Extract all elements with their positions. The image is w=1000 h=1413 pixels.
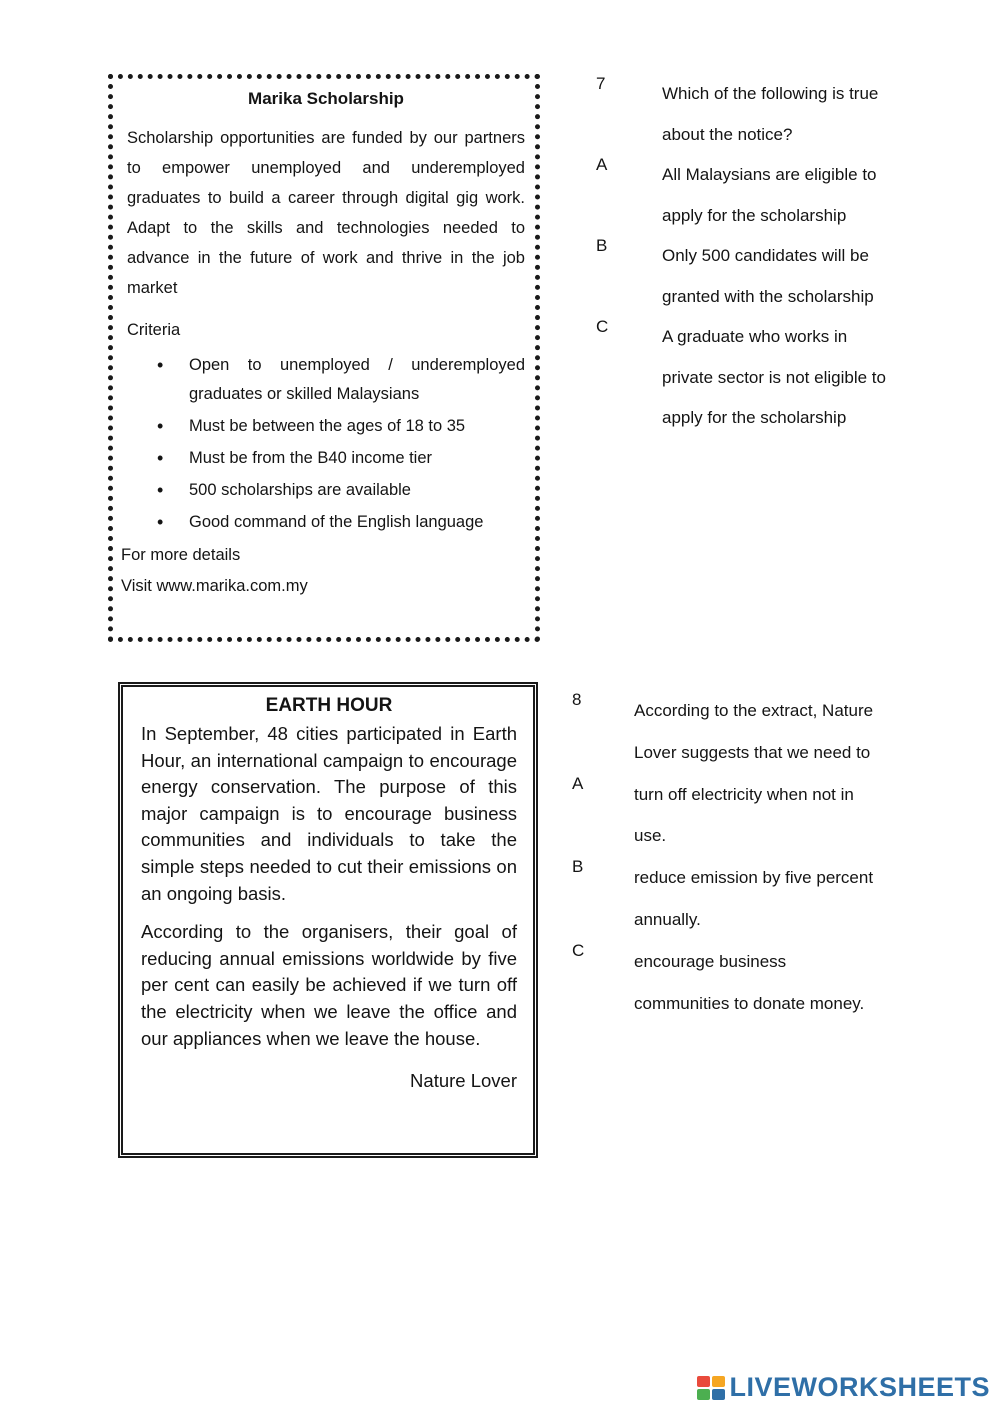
notice-footer-url: Visit www.marika.com.my <box>121 577 308 595</box>
question-number: 7 <box>596 74 606 93</box>
option-text: Only 500 candidates will be granted with the scholarship <box>662 246 874 306</box>
notice-body: Scholarship opportunities are funded by our partners to empower unemployed and underemployed graduates to build a career through digital gig work. Adapt to the skills and technologies needed to advance in the future of work and thrive in the job market <box>127 129 525 297</box>
scholarship-notice <box>108 74 540 642</box>
option-key: C <box>596 317 609 336</box>
option-c[interactable] <box>596 317 896 439</box>
earth-hour-extract <box>118 682 538 1158</box>
liveworksheets-brand <box>697 1372 990 1403</box>
option-text: encourage business communities to donate money. <box>634 951 865 1013</box>
option-c[interactable] <box>572 941 882 1025</box>
question-7 <box>596 74 896 439</box>
question-number: 8 <box>572 690 582 709</box>
option-key: B <box>596 236 608 255</box>
option-b[interactable] <box>596 236 896 317</box>
notice-title: Marika Scholarship <box>248 89 404 108</box>
question-stem <box>572 690 882 774</box>
liveworksheets-logo-icon <box>697 1376 725 1400</box>
question-text: According to the extract, Nature Lover suggests that we need to <box>634 701 874 762</box>
option-text: turn off electricity when not in use. <box>634 784 854 846</box>
criteria-item: • Must be from the B40 income tier <box>189 444 525 473</box>
option-text: All Malaysians are eligible to apply for the scholarship <box>662 165 877 225</box>
criteria-item: • Must be between the ages of 18 to 35 <box>189 412 525 441</box>
logo-square <box>697 1376 710 1387</box>
logo-square <box>697 1389 710 1400</box>
question-stem <box>596 74 896 155</box>
logo-square <box>712 1389 725 1400</box>
logo-square <box>712 1376 725 1387</box>
option-key: B <box>572 857 584 877</box>
criteria-item: • 500 scholarships are available <box>189 476 525 505</box>
notice-footer-details: For more details <box>121 546 241 564</box>
option-key: A <box>596 155 608 174</box>
criteria-list <box>127 351 525 537</box>
option-text: reduce emission by five percent annually. <box>634 868 874 929</box>
extract-paragraph: According to the organisers, their goal of reducing annual emissions worldwide by five per cent can easily be achieved if we turn off the electricity when we leave the office and our appliances when we leave the house. <box>141 921 517 1049</box>
criteria-label: Criteria <box>127 321 181 339</box>
extract-paragraph: In September, 48 cities participated in Earth Hour, an international campaign to encourage energy conservation. The purpose of this major campaign is to encourage business communities and individuals to take the simple steps needed to cut their emissions on an ongoing basis. <box>141 723 517 904</box>
option-a[interactable] <box>596 155 896 236</box>
criteria-item: • Open to unemployed / underemployed graduates or skilled Malaysians <box>189 351 525 409</box>
option-text: A graduate who works in private sector is not eligible to apply for the scholarship <box>662 327 886 427</box>
question-text: Which of the following is true about the notice? <box>662 84 879 144</box>
brand-name: LIVEWORKSHEETS <box>729 1372 990 1402</box>
option-key: A <box>572 773 584 793</box>
option-key: C <box>572 940 585 960</box>
criteria-item: • Good command of the English language <box>189 508 525 537</box>
option-b[interactable] <box>572 857 882 941</box>
option-a[interactable] <box>572 774 882 858</box>
extract-signature: Nature Lover <box>410 1070 517 1092</box>
question-8 <box>572 690 882 1024</box>
extract-title: EARTH HOUR <box>265 695 393 716</box>
